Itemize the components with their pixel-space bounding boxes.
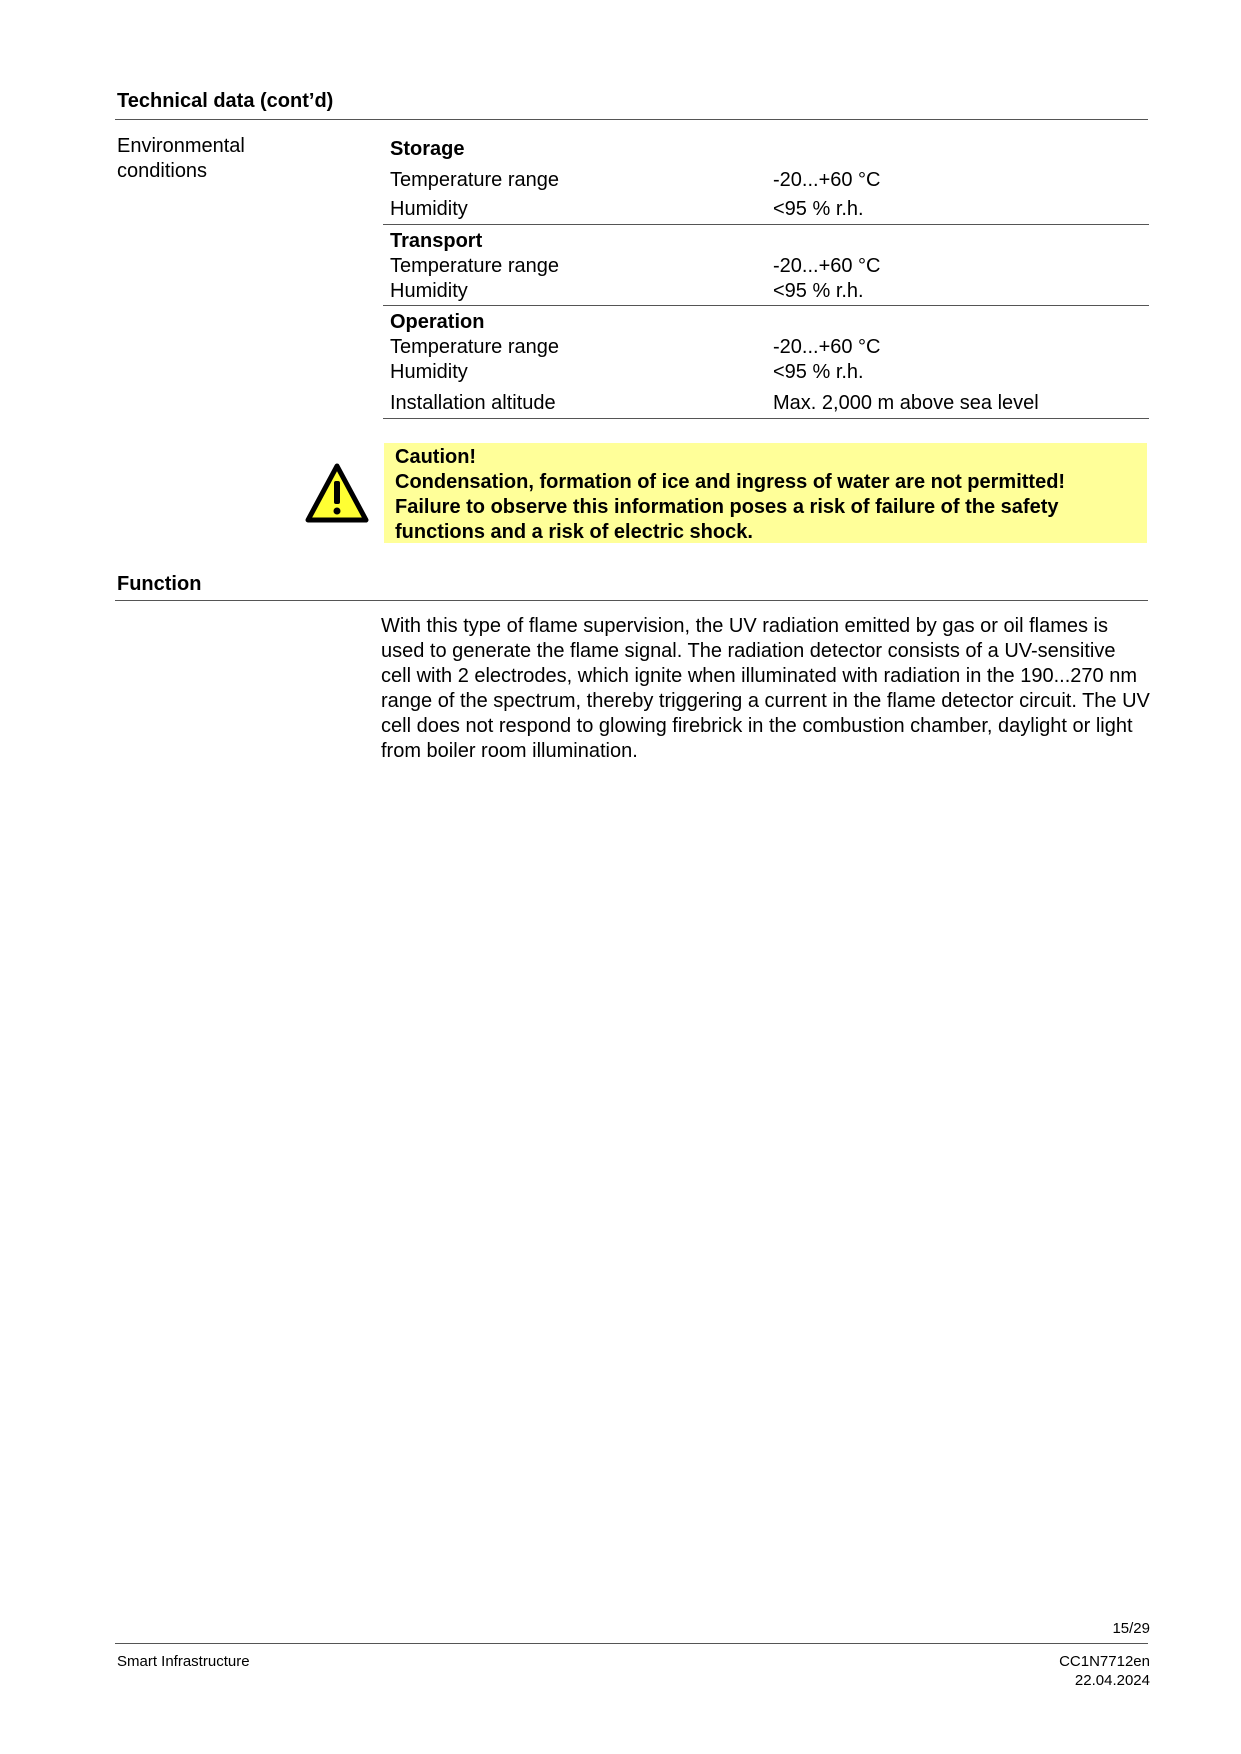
warning-triangle-icon	[305, 463, 369, 523]
operation-divider	[383, 418, 1149, 419]
side-label-environmental: Environmental conditions	[117, 135, 245, 182]
operation-altitude-value: Max. 2,000 m above sea level	[773, 392, 1039, 414]
caution-title: Caution!	[395, 446, 477, 468]
operation-altitude-label: Installation altitude	[390, 392, 556, 414]
storage-temp-label: Temperature range	[390, 169, 559, 191]
caution-line-2: Failure to observe this information poses a risk of failure of the safety functions and a risk of electric shock.	[395, 496, 1059, 543]
operation-humidity-label: Humidity	[390, 361, 468, 383]
storage-heading: Storage	[390, 138, 465, 160]
caution-box	[384, 443, 1147, 543]
section-title-function: Function	[117, 573, 202, 595]
transport-heading: Transport	[390, 230, 483, 252]
header-divider	[115, 119, 1148, 120]
transport-temp-label: Temperature range	[390, 255, 559, 277]
storage-humidity-label: Humidity	[390, 198, 468, 220]
operation-temp-value: -20...+60 °C	[773, 336, 881, 358]
caution-text	[395, 445, 1135, 545]
storage-divider	[383, 224, 1149, 225]
footer-company: Smart Infrastructure	[117, 1653, 250, 1670]
operation-temp-label: Temperature range	[390, 336, 559, 358]
caution-line-1: Condensation, formation of ice and ingress of water are not permitted!	[395, 471, 1066, 493]
transport-divider	[383, 305, 1149, 306]
page-number: 15/29	[1112, 1620, 1150, 1637]
footer-divider	[115, 1643, 1148, 1644]
operation-heading: Operation	[390, 311, 485, 333]
section-title-technical-data: Technical data (cont’d)	[117, 90, 334, 112]
transport-humidity-label: Humidity	[390, 280, 468, 302]
storage-temp-value: -20...+60 °C	[773, 169, 881, 191]
function-paragraph: With this type of flame supervision, the UV radiation emitted by gas or oil flames is used to generate the flame signal. The radiation detector consists of a UV-sensitive cell with 2 electrodes, which ignite when illuminated with radiation in the 190...270 nm range of the spectrum, thereby triggering a current in the flame detector circuit. The UV cell does not respond to glowing firebrick in the combustion chamber, daylight or light from boiler room illumination.	[381, 615, 1150, 762]
footer-date: 22.04.2024	[1074, 1672, 1150, 1689]
footer-doc-id: CC1N7712en	[1059, 1653, 1150, 1670]
operation-humidity-value: <95 % r.h.	[773, 361, 864, 383]
transport-humidity-value: <95 % r.h.	[773, 280, 864, 302]
transport-temp-value: -20...+60 °C	[773, 255, 881, 277]
storage-humidity-value: <95 % r.h.	[773, 198, 864, 220]
function-divider	[115, 600, 1148, 601]
